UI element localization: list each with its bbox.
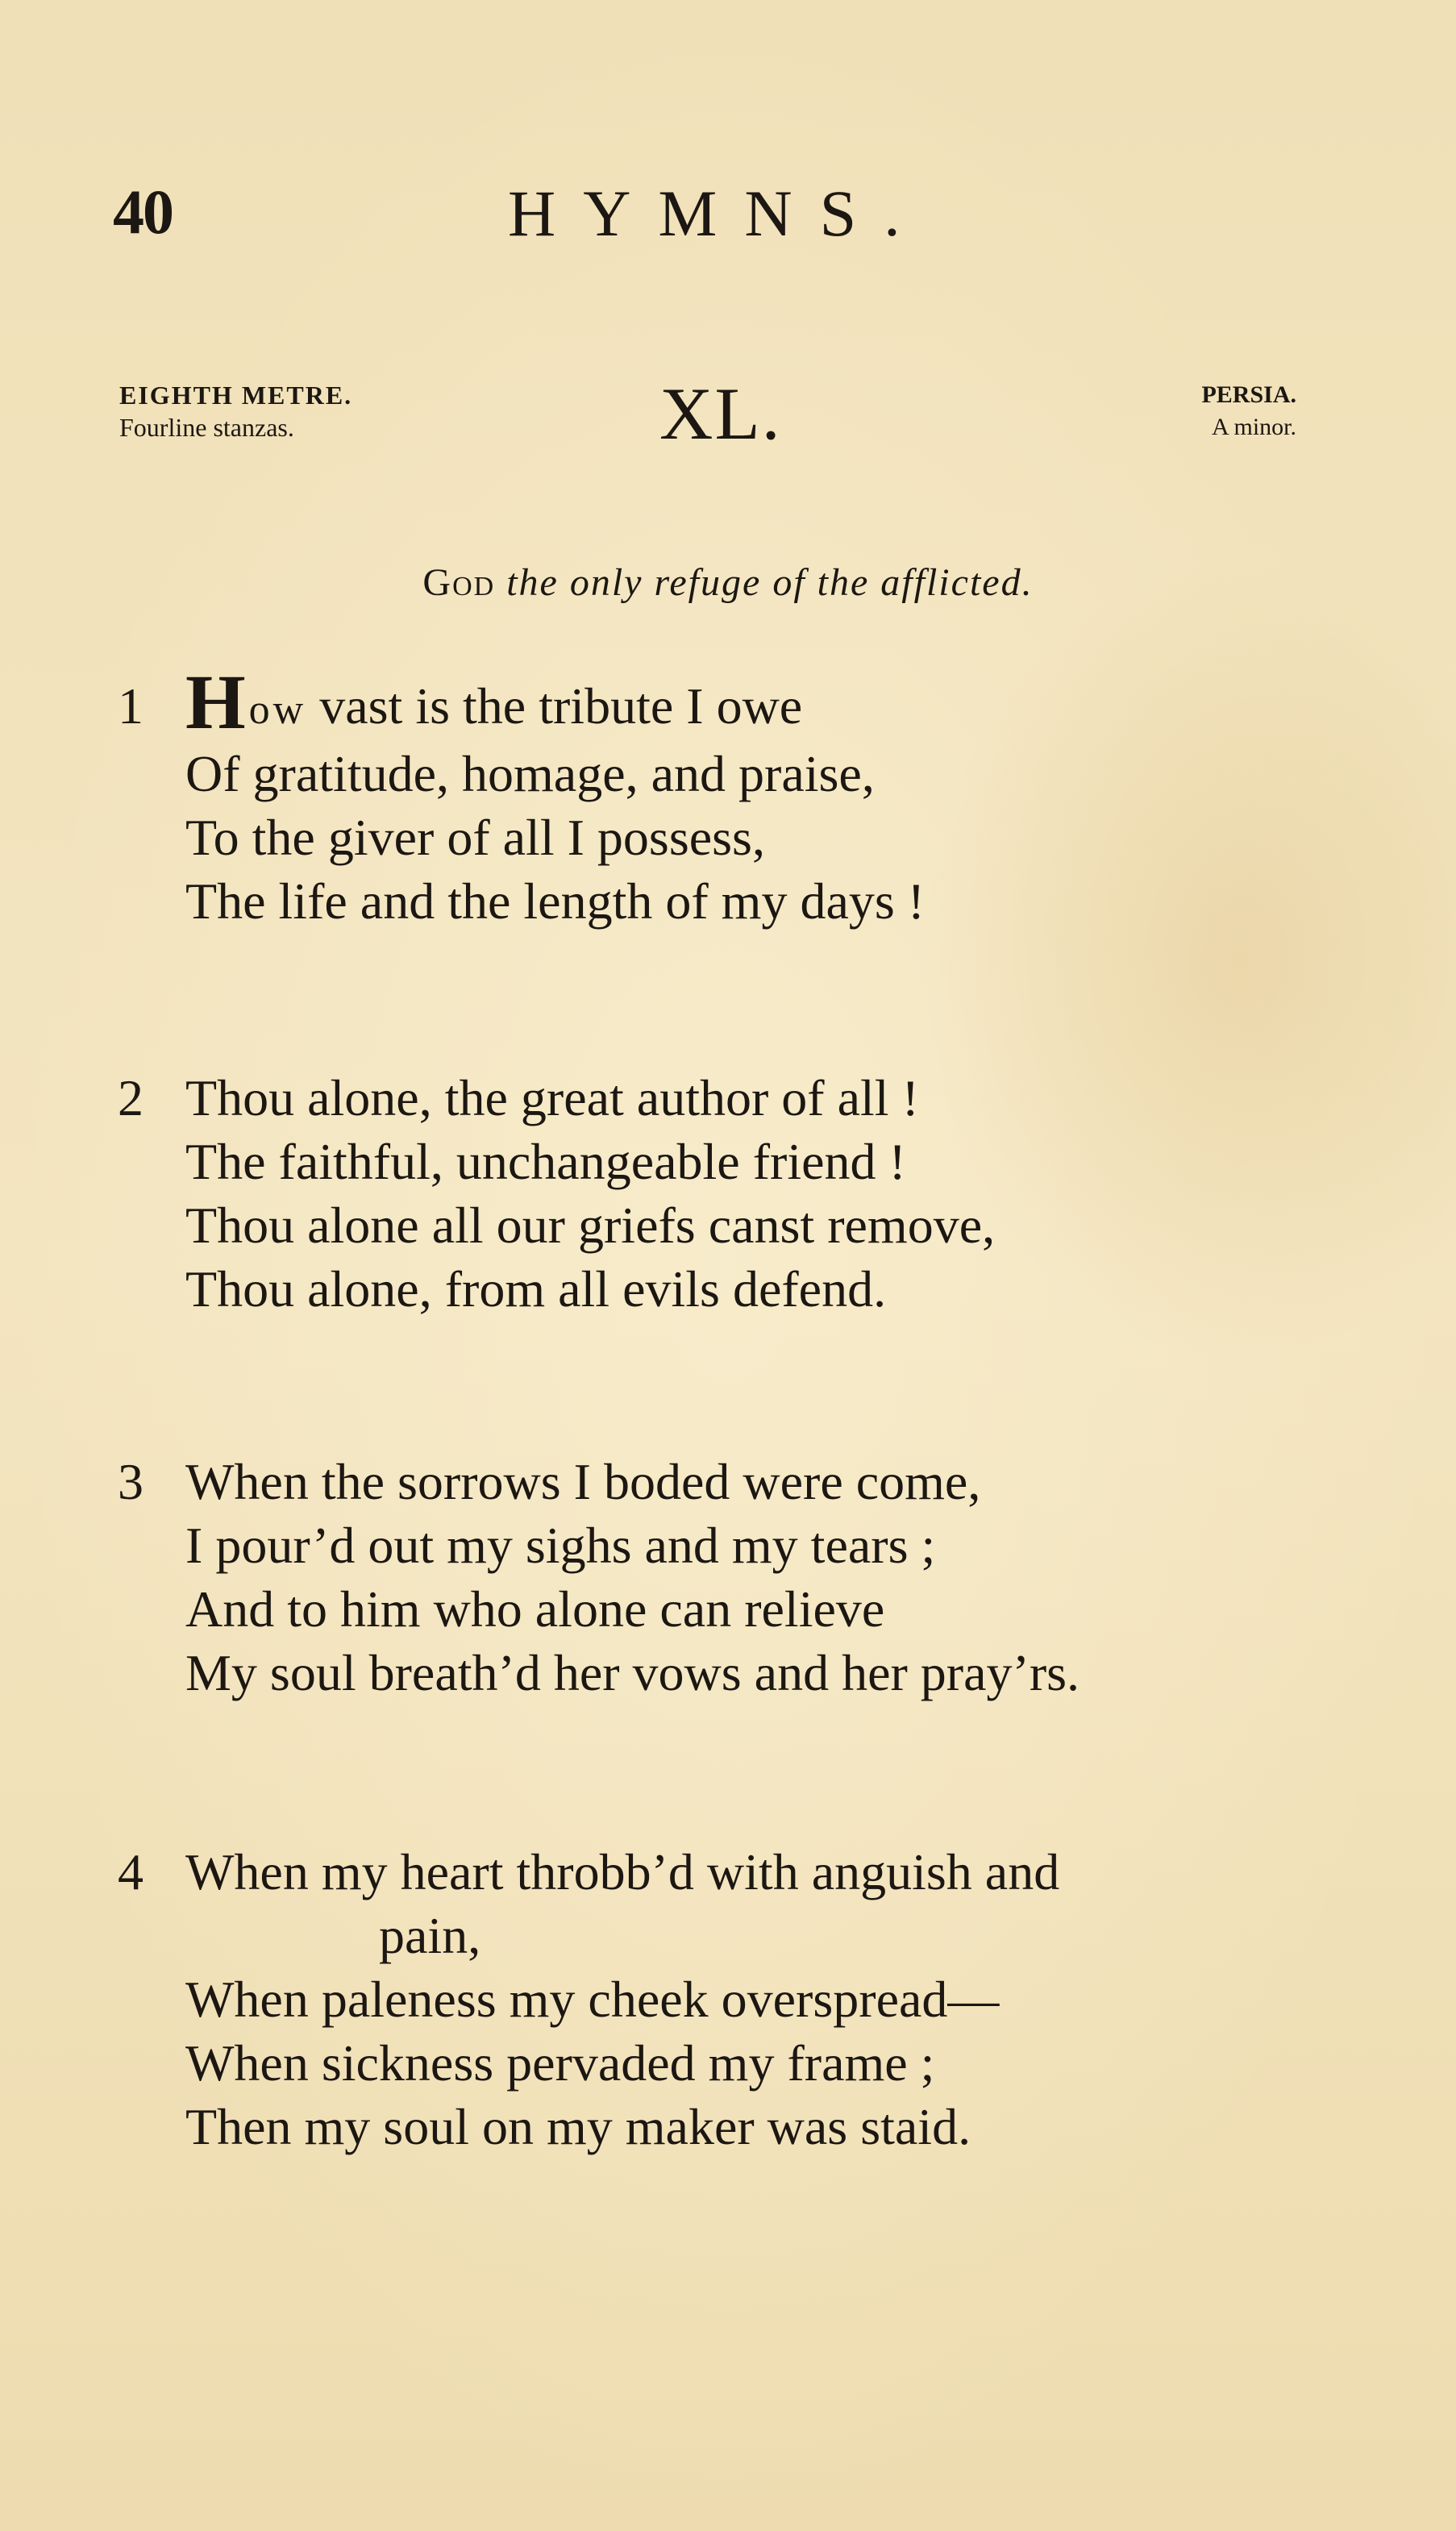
verse-line: Thou alone all our griefs canst remove, [185,1197,996,1254]
stanza-number: 4 [118,1843,144,1900]
verse-line: Then my soul on my maker was staid. [185,2098,971,2155]
verse-line: To the giver of all I possess, [185,809,765,866]
running-head [113,176,1338,264]
drop-cap: H [185,659,246,745]
running-title: HYMNS. [508,177,928,250]
stanza-1 [113,659,1371,933]
tune-info [1201,379,1296,443]
verse-line [113,659,1371,745]
hymn-header [119,371,1296,468]
hymn-number: XL. [659,373,782,455]
verse-line: When the sorrows I boded were come, [185,1453,981,1510]
subject-god: God [422,561,496,604]
stanza-number: 2 [118,1069,144,1126]
stanza-number: 1 [118,677,144,735]
verse-line: The life and the length of my days ! [185,872,926,930]
stanza-number: 3 [118,1453,144,1510]
page-number: 40 [113,177,173,247]
hymn-subject [0,560,1456,605]
verse-line: Of gratitude, homage, and praise, [185,745,875,802]
tune-key: A minor. [1211,414,1296,440]
verse-line-continuation: pain, [379,1907,481,1964]
verse-line: When sickness pervaded my frame ; [185,2034,935,2092]
metre-name: EIGHTH METRE. [119,381,353,410]
stanza-2 [113,1066,1371,1321]
verse-line: The faithful, unchangeable friend ! [185,1133,906,1190]
first-line-rest: vast is the tribute I owe [306,677,803,735]
verse-line: I pour’d out my sighs and my tears ; [185,1517,936,1574]
verse-line: My soul breath’d her vows and her pray’rs. [185,1644,1080,1701]
stanza-4 [113,1840,1371,2158]
metre-stanza-form: Fourline stanzas. [119,413,294,442]
verse-line: And to him who alone can relieve [185,1580,885,1638]
verse-line: When paleness my cheek overspread— [185,1971,1000,2028]
stanza-3 [113,1450,1371,1705]
tune-name: PERSIA. [1201,381,1296,408]
verse-line: Thou alone, from all evils defend. [185,1260,887,1318]
metre-info [119,379,352,443]
subject-rest: the only refuge of the afflicted. [506,561,1034,604]
first-word-rest: ow [248,687,307,733]
verse-line: Thou alone, the great author of all ! [185,1069,919,1126]
verse-line: When my heart throbb’d with anguish and [185,1843,1060,1900]
